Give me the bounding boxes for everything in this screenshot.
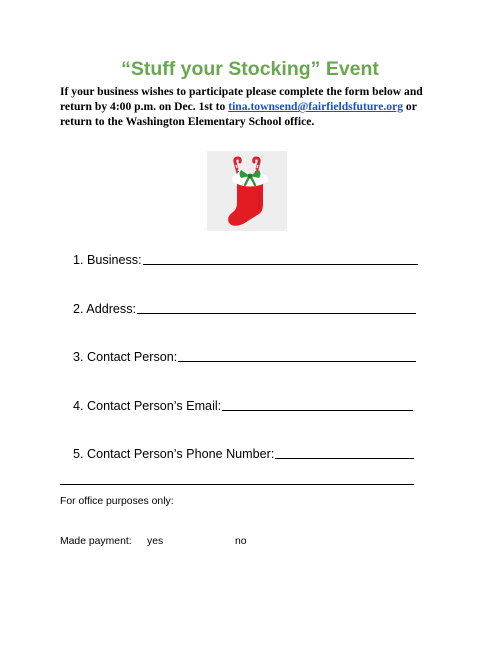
email-link[interactable]: tina.townsend@fairfieldsfuture.org xyxy=(228,100,404,114)
business-line[interactable] xyxy=(143,263,418,265)
address-field[interactable] xyxy=(73,302,416,316)
payment-no: no xyxy=(235,536,247,547)
address-line[interactable] xyxy=(137,312,416,314)
intro-line-1: If your business wishes to participate please complete the form below and xyxy=(60,85,423,98)
contact-person-field[interactable] xyxy=(73,350,416,364)
payment-label: Made payment: xyxy=(60,536,132,547)
payment-yes: yes xyxy=(147,536,164,547)
intro-line-2-prefix: return by 4:00 p.m. on Dec. 1st to xyxy=(60,100,229,114)
office-label: For office purposes only: xyxy=(60,496,174,507)
contact-person-label: 3. Contact Person: xyxy=(73,350,178,364)
contact-email-line[interactable] xyxy=(222,409,413,411)
contact-person-line[interactable] xyxy=(178,360,416,362)
contact-phone-field[interactable] xyxy=(73,447,414,461)
contact-email-label: 4. Contact Person’s Email: xyxy=(73,399,222,413)
contact-email-field[interactable] xyxy=(73,399,413,413)
contact-phone-label: 5. Contact Person’s Phone Number: xyxy=(73,447,275,461)
intro-paragraph xyxy=(60,84,460,130)
business-field[interactable] xyxy=(73,253,418,267)
separator-line xyxy=(60,484,414,485)
intro-line-3: return to the Washington Elementary School office. xyxy=(60,115,315,129)
business-label: 1. Business: xyxy=(73,253,142,267)
contact-phone-line[interactable] xyxy=(275,457,414,459)
page-title: “Stuff your Stocking” Event xyxy=(121,58,379,80)
address-label: 2. Address: xyxy=(73,302,137,316)
stocking-image xyxy=(207,151,287,231)
intro-line-2 xyxy=(60,99,460,114)
christmas-stocking-icon xyxy=(207,151,287,231)
intro-line-2-suffix: or xyxy=(403,100,417,114)
